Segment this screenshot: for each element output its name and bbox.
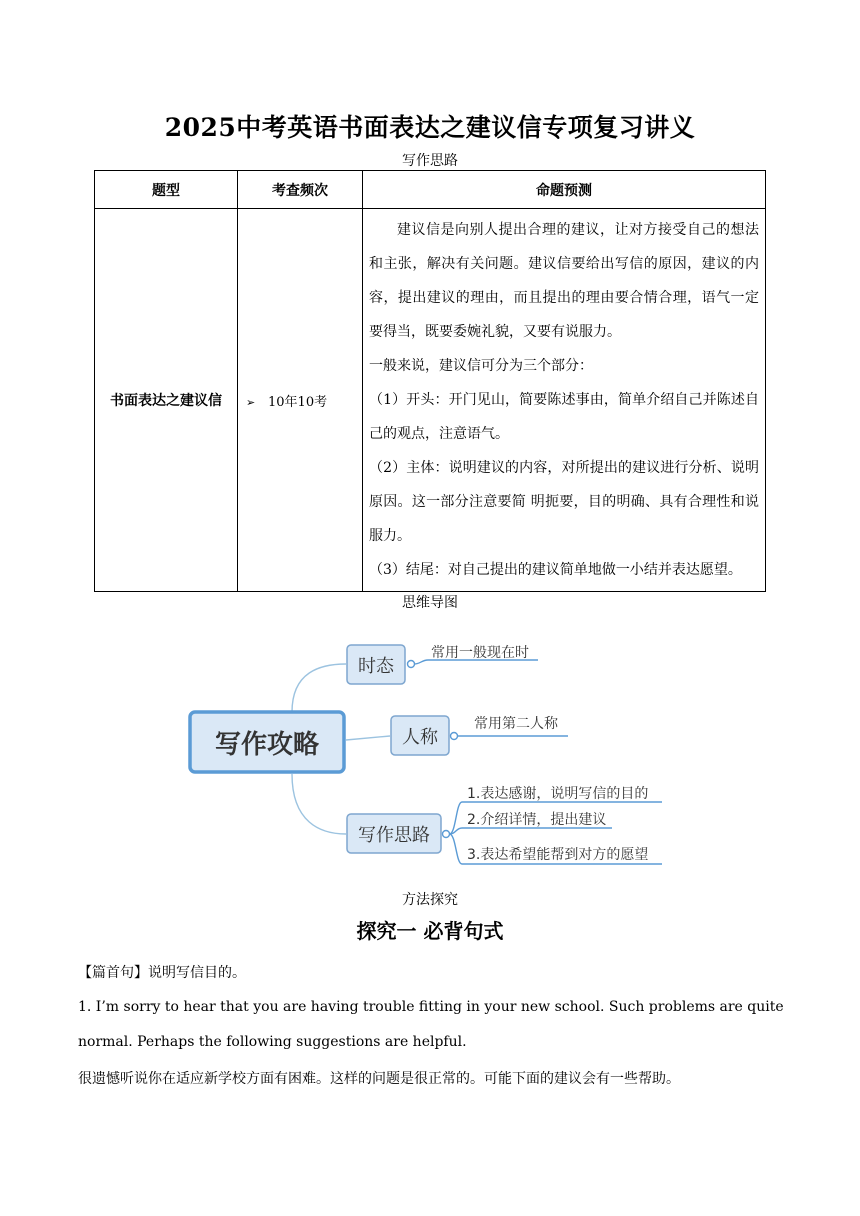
frequency-value: 10年10考 [268, 394, 328, 410]
document-title: 2025中考英语书面表达之建议信专项复习讲义 [164, 113, 696, 142]
example-chinese: 很遗憾听说你在适应新学校方面有困难。这样的问题是很正常的。可能下面的建议会有一些帮助。 [78, 1071, 680, 1087]
mindmap-center-label: 写作攻略 [214, 730, 320, 760]
prediction-part-2: （2）主体：说明建议的内容，对所提出的建议进行分析、说明原因。这一部分注意要简 明扼要，目的明确、具有合理性和说服力。 [369, 460, 759, 544]
mindmap-leaf-person: 常用第二人称 [474, 716, 558, 732]
mindmap-node-tense-label: 时态 [358, 656, 394, 677]
mindmap-leaf-tense: 常用一般现在时 [431, 645, 529, 661]
mindmap-leaf-approach-3: 3.表达希望能帮到对方的愿望 [467, 847, 649, 863]
table-header-row [95, 171, 766, 209]
section-caption-mindmap: 思维导图 [402, 595, 458, 611]
mindmap-leaf-approach-2: 2.介绍详情，提出建议 [467, 812, 607, 828]
cell-prediction [363, 209, 766, 592]
header-type: 题型 [95, 171, 238, 209]
mindmap-leaf-approach-1: 1.表达感谢，说明写信的目的 [467, 786, 649, 802]
mindmap-node-approach-label: 写作思路 [358, 825, 430, 846]
tag-line: 【篇首句】说明写信目的。 [78, 965, 246, 981]
mindmap-diagram [180, 632, 680, 872]
mindmap-node-person-label: 人称 [402, 727, 438, 748]
table-row [95, 209, 766, 592]
header-prediction: 命题预测 [363, 171, 766, 209]
arrow-bullet-icon: ➢ [246, 395, 256, 409]
header-frequency: 考查频次 [238, 171, 363, 209]
cell-type: 书面表达之建议信 [95, 209, 238, 592]
section-heading: 探究一 必背句式 [356, 919, 504, 943]
example-english: 1. I’m sorry to hear that you are having trouble fitting in your new school. Such problems are quite normal. Perhaps the following suggestions are helpful. [78, 999, 784, 1050]
prediction-parts-intro: 一般来说，建议信可分为三个部分： [369, 358, 593, 374]
section-caption-methods: 方法探究 [402, 892, 458, 908]
overview-table [94, 170, 766, 592]
prediction-intro: 建议信是向别人提出合理的建议，让对方接受自己的想法和主张，解决有关问题。建议信要给出写信的原因，建议的内容，提出建议的理由，而且提出的理由要合情合理，语气一定要得当，既要委婉礼貌，又要有说服力。 [369, 222, 759, 340]
cell-frequency [238, 209, 363, 592]
prediction-part-3: （3）结尾：对自己提出的建议简单地做一小结并表达愿望。 [369, 562, 742, 578]
section-caption-writing-ideas: 写作思路 [402, 153, 458, 169]
prediction-part-1: （1）开头：开门见山，简要陈述事由，简单介绍自己并陈述自己的观点，注意语气。 [369, 392, 759, 442]
